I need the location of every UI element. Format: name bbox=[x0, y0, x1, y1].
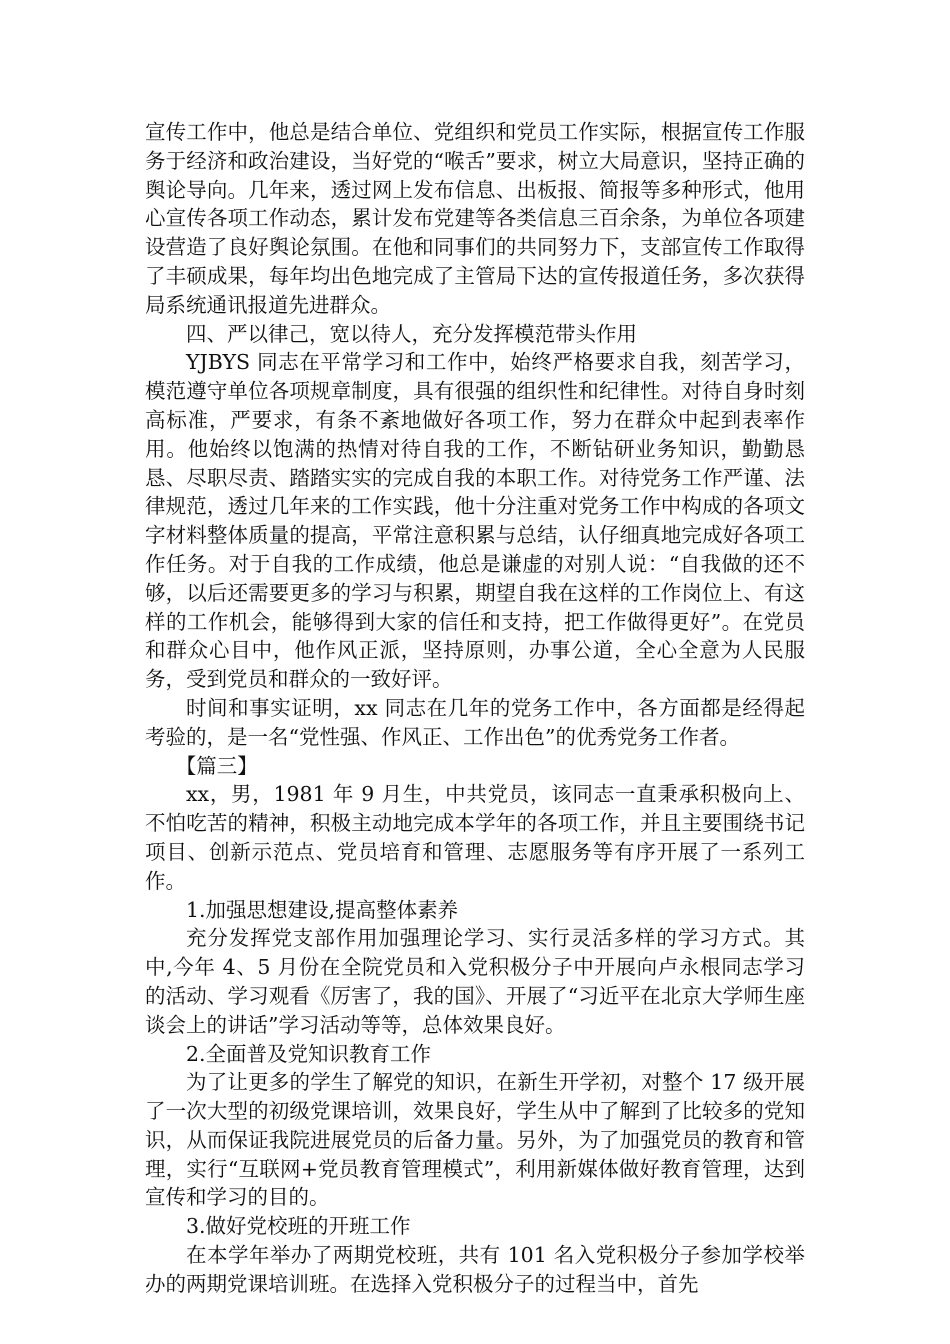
subheading-2: 2.全面普及党知识教育工作 bbox=[186, 1041, 432, 1066]
paragraph-intro-xx: xx，男，1981 年 9 月生，中共党员，该同志一直秉承积极向上、不怕吃苦的精神，积极主动地完成本学年的各项工作，并且主要围绕书记项目、创新示范点、党员培育和管理、志愿服务等有序开展了一系列工作。 bbox=[145, 782, 805, 893]
paragraph-theory-study: 充分发挥党支部作用加强理论学习、实行灵活多样的学习方式。其中,今年 4、5 月份在全院党员和入党积极分子中开展向卢永根同志学习的活动、学习观看《厉害了，我的国》、开展了“习近平在北京大学师生座谈会上的讲话”学习活动等等，总体效果良好。 bbox=[145, 926, 805, 1037]
subheading-1: 1.加强思想建设,提高整体素养 bbox=[186, 897, 459, 922]
paragraph-party-school: 在本学年举办了两期党校班，共有 101 名入党积极分子参加学校举办的两期党课培训班。在选择入党积极分子的过程当中，首先 bbox=[145, 1243, 805, 1296]
chapter-heading-part-three: 【篇三】 bbox=[175, 753, 258, 778]
document-page bbox=[145, 118, 805, 1299]
paragraph-conclusion: 时间和事实证明，xx 同志在几年的党务工作中，各方面都是经得起考验的，是一名“党性强、作风正、工作出色”的优秀党务工作者。 bbox=[145, 695, 805, 749]
paragraph-party-knowledge: 为了让更多的学生了解党的知识，在新生开学初，对整个 17 级开展了一次大型的初级党课培训，效果良好，学生从中了解到了比较多的党知识，从而保证我院进展党员的后备力量。另外，为了加强党员的教育和管理，实行“互联网+党员教育管理模式”，利用新媒体做好教育管理，达到宣传和学习的目的。 bbox=[145, 1070, 805, 1210]
section-heading-four: 四、严以律己，宽以待人，充分发挥模范带头作用 bbox=[186, 321, 637, 346]
paragraph-propaganda-work: 宣传工作中，他总是结合单位、党组织和党员工作实际，根据宣传工作服务于经济和政治建设，当好党的“喉舌”要求，树立大局意识，坚持正确的舆论导向。几年来，透过网上发布信息、出板报、简报等多种形式，他用心宣传各项工作动态，累计发布党建等各类信息三百余条，为单位各项建设营造了良好舆论氛围。在他和同事们的共同努力下，支部宣传工作取得了丰硕成果，每年均出色地完成了主管局下达的宣传报道任务，多次获得局系统通讯报道先进群众。 bbox=[145, 120, 805, 317]
paragraph-self-discipline: YJBYS 同志在平常学习和工作中，始终严格要求自我，刻苦学习，模范遵守单位各项规章制度，具有很强的组织性和纪律性。对待自身时刻高标准，严要求，有条不紊地做好各项工作，努力在群众中起到表率作用。他始终以饱满的热情对待自我的工作，不断钻研业务知识，勤勤恳恳、尽职尽责、踏踏实实的完成自我的本职工作。对待党务工作严谨、法律规范，透过几年来的工作实践，他十分注重对党务工作中构成的各项文字材料整体质量的提高，平常注意积累与总结，认仔细真地完成好各项工作任务。对于自我的工作成绩，他总是谦虚的对别人说：“自我做的还不够，以后还需要更多的学习与积累，期望自我在这样的工作岗位上、有这样的工作机会，能够得到大家的信任和支持，把工作做得更好”。在党员和群众心目中，他作风正派，坚持原则，办事公道，全心全意为人民服务，受到党员和群众的一致好评。 bbox=[145, 350, 805, 692]
subheading-3: 3.做好党校班的开班工作 bbox=[186, 1214, 411, 1239]
